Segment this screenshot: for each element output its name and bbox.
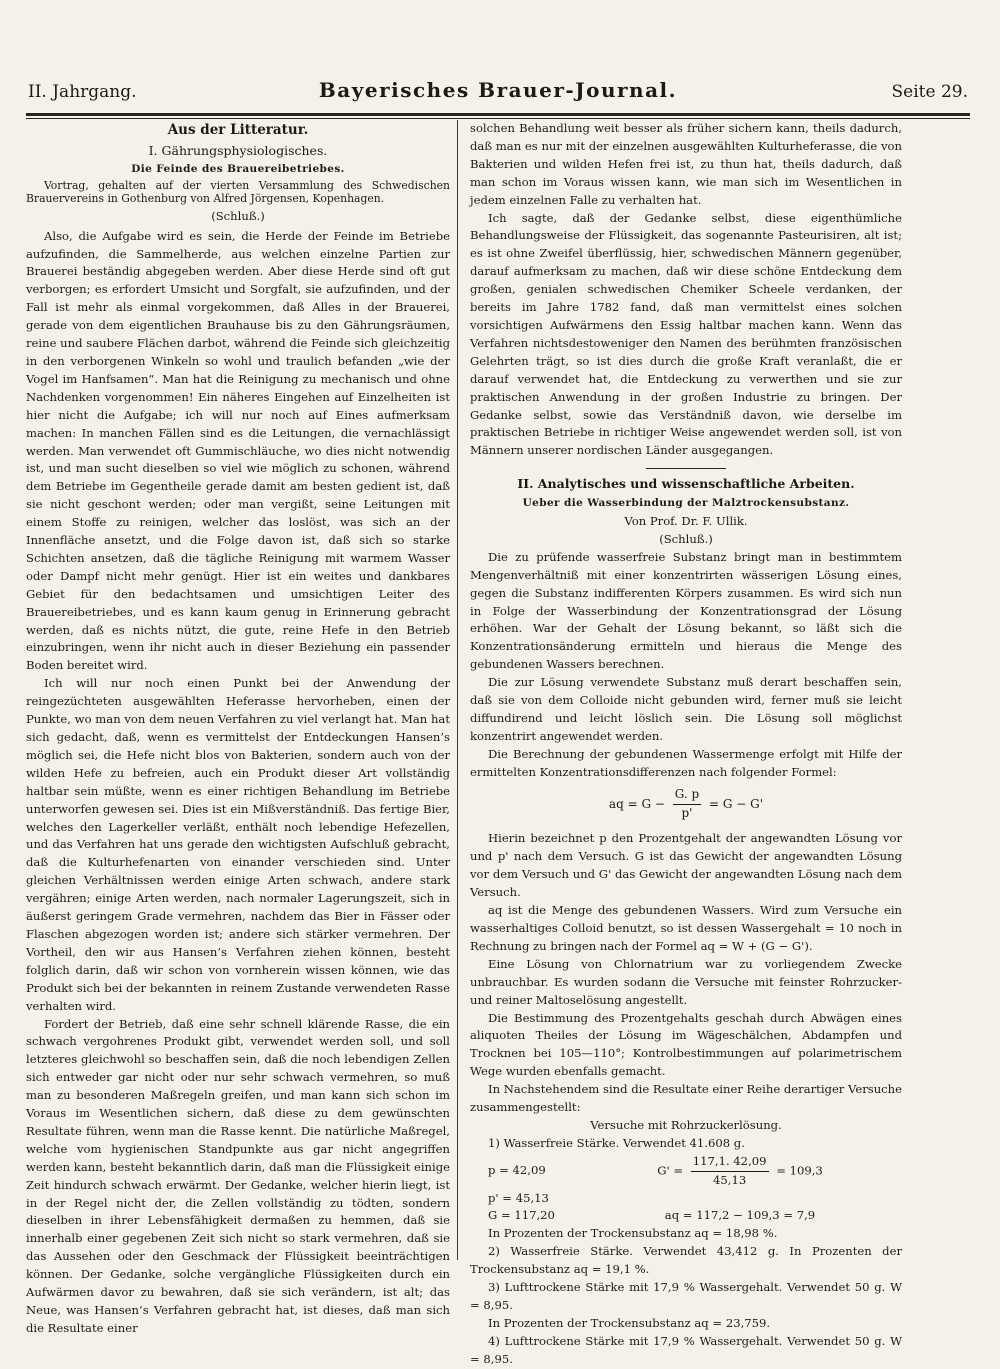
experiment-3: 3) Lufttrockene Stärke mit 17,9 % Wassergehalt. Verwendet 50 g. W = 8,95. (470, 1280, 902, 1312)
paragraph: In Nachstehendem sind die Resultate einer Reihe derartiger Versuche zusammengestellt: (470, 1082, 902, 1115)
data-value: p = 42,09 (488, 1163, 546, 1178)
volume-label: II. Jahrgang. (28, 82, 137, 102)
data-value: aq = 117,2 − 109,3 = 7,9 (664, 1208, 816, 1223)
paragraph: Die zu prüfende wasserfreie Substanz bringt man in bestimmtem Mengenverhältniß mit einer konzentrirten wässerigen Lösung eines, gegen die Substanz indifferenten Körpers zusammen. Es wird sich nun in Folge der Wasserbindung der Konzentrationsgrad der Lösung erhöhen. War der Gehalt der Lösung bekannt, so läßt sich die Konzentrationsänderung ermitteln und hieraus die Menge des gebundenen Wassers berechnen. (470, 549, 902, 672)
column-divider (457, 120, 458, 1260)
data-formula (578, 1153, 902, 1190)
paragraph: Also, die Aufgabe wird es sein, die Herde der Feinde im Betriebe aufzufinden, die Sammelherde, aus welchen einzelne Partien zur Brauerei beständig abgegeben werden. Aber diese Herde sind oft gut verborgen; es erfordert Umsicht und Sorgfalt, sie aufzufinden, und der Fall ist mehr als einmal vorgekommen, daß Alles in der Brauerei, gerade von dem eigentlichen Brauhause bis zu den Gährungsräumen, reine und saubere Flächen darbot, während die Feinde sich gleichzeitig in den verborgenen Winkeln so wohl und traulich befanden „wie der Vogel im Hanfsamen“. Man hat die Reinigung zu mechanisch und ohne Nachdenken vorgenommen! Ein näheres Eingehen auf Einzelheiten ist hier nicht die Aufgabe; ich will nur noch auf Eines aufmerksam machen: In manchen Fällen sind es die Leitungen, die vernachlässigt werden. Man verwendet oft Gummischläuche, wo dies nicht notwendig ist, und man sucht dieselben so viel wie möglich zu schonen, während dem Betriebe im Gegentheile gerade damit am besten gedient ist, daß sie nicht geschont werden; oder man vergißt, seine Leitungen mit einem Stoffe zu reinigen, welcher das loslöst, was sich an der Innenfläche ansetzt, und die Folge davon ist, daß sich so starke Schichten ansetzen, daß die tägliche Reinigung mit warmem Wasser oder Dampf nicht mehr genügt. Hier ist ein weites und dankbares Gebiet für den bedachtsamen und umsichtigen Leiter des Brauereibetriebes, und es kann kaum genug in Erinnerung gebracht werden, daß es nichts nützt, die gute, reine Hefe in den Betrieb einzubringen, wenn ihr nicht auch in dieser Beziehung ein passender Boden bereitet wird. (26, 228, 450, 673)
formula-fraction (673, 786, 701, 823)
article-title: Die Feinde des Brauereibetriebes. (131, 162, 345, 175)
page-header (28, 78, 968, 108)
formula (470, 786, 902, 823)
right-column (470, 120, 902, 1366)
paragraph: Hierin bezeichnet p den Prozentgehalt der angewandten Lösung vor und p' nach dem Versuch. G ist das Gewicht der angewandten Lösung vor dem Versuch und G' das Gewicht der angewandten Lösung nach dem Versuch. (470, 831, 902, 900)
result-1: In Prozenten der Trockensubstanz aq = 18,98 %. (488, 1226, 778, 1241)
header-rule-thick (26, 113, 970, 116)
article-title: Ueber die Wasserbindung der Malztrockensubstanz. (522, 497, 850, 510)
data-formula-rhs: = 109,3 (776, 1163, 823, 1178)
section-divider (646, 468, 726, 469)
formula-rhs: = G − G' (709, 796, 764, 811)
experiment-1: 1) Wasserfreie Stärke. Verwendet 41.608 g. (488, 1135, 745, 1150)
data-value: p' = 45,13 (488, 1190, 549, 1205)
data-row (470, 1190, 902, 1208)
page-number: Seite 29. (891, 82, 968, 102)
data-row (470, 1207, 902, 1225)
formula-lhs: aq = G − (608, 796, 665, 811)
paragraph: Die Bestimmung des Prozentgehalts geschah durch Abwägen eines aliquoten Theiles der Lösung im Wägeschälchen, Abdampfen und Trocknen bei 105—110°; Kontrolbestimmungen auf polarimetrischem Wege wurden ebenfalls gemacht. (470, 1010, 902, 1079)
data-fraction (691, 1153, 769, 1190)
section-title: II. Analytisches und wissenschaftliche Arbeiten. (517, 476, 855, 492)
author-byline: Von Prof. Dr. F. Ullik. (624, 514, 748, 529)
paragraph: Die zur Lösung verwendete Substanz muß derart beschaffen sein, daß sie von dem Colloide nicht gebunden wird, ferner muß sie leicht diffundirend und leicht löslich sein. Die Lösung soll möglichst konzentrirt angewendet werden. (470, 675, 902, 743)
paragraph: Ich sagte, daß der Gedanke selbst, diese eigenthümliche Behandlungsweise der Flüssigkeit, das sogenannte Pasteurisiren, alt ist; es ist ohne Zweifel überflüssig, hier, schwedischen Männern gegenüber, darauf aufmerksam zu machen, daß wir diese schöne Entdeckung dem großen, genialen schwedischen Chemiker Scheele verdanken, der bereits im Jahre 1782 fand, daß man vermittelst eines solchen vorsichtigen Aufwärmens den Essig haltbar machen kann. Wenn das Verfahren nichtsdestoweniger den Namen des berühmten französischen Gelehrten trägt, so ist dies durch die große Kraft veranlaßt, die er darauf verwendet hat, die Entdeckung zu verwerthen und sie zur praktischen Anwendung in der großen Industrie zu bringen. Der Gedanke selbst, sowie das Verständniß davon, wie derselbe im praktischen Betriebe in richtiger Weise angewendet werden soll, ist von Männern unserer nordischen Länder ausgegangen. (470, 210, 902, 458)
data-value: G = 117,20 (488, 1208, 555, 1223)
paragraph: aq ist die Menge des gebundenen Wassers. Wird zum Versuche ein wasserhaltiges Colloid benutzt, so ist dessen Wassergehalt = 10 noch in Rechnung zu bringen nach der Formel aq = W + (G − G'). (470, 903, 902, 953)
paragraph: Ich will nur noch einen Punkt bei der Anwendung der reingezüchteten ausgewählten Heferasse hervorheben, einen der Punkte, wo man von dem neuen Verfahren zu viel verlangt hat. Man hat sich gedacht, daß, wenn es vermittelst der Entdeckungen Hansen’s möglich sei, die Hefe nicht blos von Bakterien, sondern auch von der wilden Hefe zu befreien, auch ein Produkt dieser Art vollständig haltbar sein müßte, wenn es einer richtigen Behandlung im Betriebe unterworfen gewesen sei. Dies ist ein Mißverständniß. Das fertige Bier, welches den Lagerkeller verläßt, enthält noch lebendige Hefezellen, und das Verfahren hat uns gerade den wichtigsten Aufschluß gebracht, daß die Kulturhefenarten von einander verschieden sind. Unter gleichen Verhältnissen werden einige Arten schwach, andere stark vergähren; einige Arten werden, nach normaler Lagerungszeit, sich in äußerst geringem Grade vermehren, nachdem das Bier in Fässer oder Flaschen abgezogen worden ist; andere sich stärker vermehren. Der Vortheil, den wir aus Hansen’s Verfahren ziehen können, besteht folglich darin, daß wir schon von vornherein wissen können, wie das Produkt sich bei der bekannten in reinem Zustande verwendeten Rasse verhalten wird. (26, 676, 450, 1013)
data-formula-lhs: G' = (657, 1163, 684, 1178)
data-numerator: 117,1. 42,09 (691, 1153, 769, 1172)
formula-numerator: G. p (673, 786, 701, 805)
formula-denominator: p' (681, 805, 693, 820)
left-column (26, 120, 450, 1335)
paragraph: solchen Behandlung weit besser als früher sichern kann, theils dadurch, daß man es nur mit der einzelnen ausgewählten Kulturheferasse, die von Bakterien und wilden Hefen frei ist, zu thun hat, theils dadurch, daß man schon im Voraus wissen kann, wie man sich im Wesentlichen in jedem einzelnen Falle zu verhalten hat. (470, 121, 902, 207)
data-denominator: 45,13 (713, 1172, 747, 1187)
section-title: Aus der Litteratur. (167, 122, 309, 138)
schluss-label: (Schluß.) (211, 208, 265, 223)
byline: Vortrag, gehalten auf der vierten Versammlung des Schwedischen Brauervereins in Gothenburg von Alfred Jörgensen, Kopenhagen. (26, 178, 450, 206)
data-row (470, 1153, 902, 1190)
table-title: Versuche mit Rohrzuckerlösung. (590, 1117, 782, 1132)
journal-title: Bayerisches Brauer-Journal. (318, 78, 678, 102)
experiment-2: 2) Wasserfreie Stärke. Verwendet 43,412 g. In Prozenten der Trockensubstanz aq = 19,1 %. (470, 1244, 902, 1277)
subsection-title: I. Gährungsphysiologisches. (148, 142, 328, 158)
experiment-4: 4) Lufttrockene Stärke mit 17,9 % Wassergehalt. Verwendet 50 g. W = 8,95. (470, 1333, 902, 1366)
header-rule-thin (26, 118, 970, 119)
paragraph: Fordert der Betrieb, daß eine sehr schnell klärende Rasse, die ein schwach vergohrenes Produkt gibt, verwendet werden soll, und soll letzteres gleichwohl so beschaffen sein, daß die noch lebendigen Zellen sich entweder gar nicht oder nur sehr schwach vermehren, so muß man zu besonderen Maßregeln greifen, und man kann sich schon im Voraus im Wesentlichen sichern, daß diese zu dem gewünschten Resultate führen, wenn man die Rasse kennt. Die natürliche Maßregel, welche vom hygienischen Standpunkte aus gar nicht angegriffen werden kann, besteht bekanntlich darin, daß man die Flüssigkeit einige Zeit hindurch schwach erwärmt. Der Gedanke, welcher hierin liegt, ist in der Regel nicht der, die Zellen vollständig zu tödten, sondern dieselben in ihrer Lebensfähigkeit dermaßen zu hemmen, daß sie innerhalb einer gegebenen Zeit sich nicht so stark vermehren, daß sie das Aussehen oder den Geschmack der Flüssigkeit beeinträchtigen können. Der Gedanke, solche vergängliche Flüssigkeiten durch ein Aufwärmen davor zu bewahren, daß sie sich verändern, ist alt; das Neue, was Hansen’s Verfahren gebracht hat, ist dieses, daß man sich die Resultate einer (26, 1016, 450, 1335)
paragraph: Die Berechnung der gebundenen Wassermenge erfolgt mit Hilfe der ermittelten Konzentrationsdifferenzen nach folgender Formel: (470, 746, 902, 779)
schluss-label: (Schluß.) (659, 531, 713, 546)
paragraph: Eine Lösung von Chlornatrium war zu vorliegendem Zwecke unbrauchbar. Es wurden sodann die Versuche mit feinster Rohrzucker- und reiner Maltoselösung angestellt. (470, 956, 902, 1007)
result-3: In Prozenten der Trockensubstanz aq = 23,759. (488, 1315, 771, 1330)
